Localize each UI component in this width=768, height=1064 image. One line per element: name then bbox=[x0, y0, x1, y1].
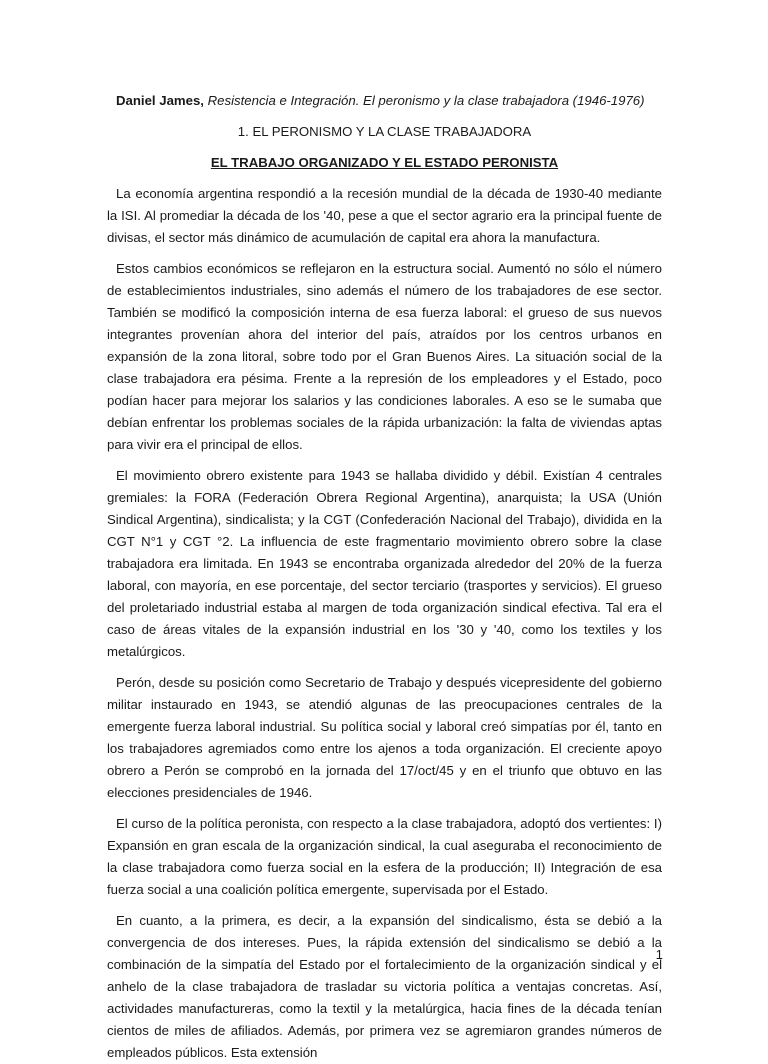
paragraph: El movimiento obrero existente para 1943 se hallaba dividido y débil. Existían 4 centrales gremiales: la FORA (Federación Obrera Regional Argentina), anarquista; la USA (Unión Sindical Argentina), sindicalista; y la CGT (Confederación Nacional del Trabajo), dividida en la CGT N°1 y CGT °2. La influencia de este fragmentario movimiento obrero sobre la clase trabajadora era limitada. En 1943 se encontraba organizada alrededor del 20% de la fuerza laboral, con mayoría, en ese porcentaje, del sector terciario (trasportes y servicios). El grueso del proletariado industrial estaba al margen de toda organización sindical efectiva. Tal era el caso de áreas vitales de la expansión industrial en los '30 y '40, como los textiles y los metalúrgicos. bbox=[107, 468, 662, 659]
chapter-title: 1. EL PERONISMO Y LA CLASE TRABAJADORA bbox=[237, 124, 532, 139]
work-title: Resistencia e Integración. El peronismo y la clase trabajadora (1946-1976) bbox=[207, 93, 645, 108]
section-title: EL TRABAJO ORGANIZADO Y EL ESTADO PERONISTA bbox=[210, 155, 559, 170]
paragraph: Perón, desde su posición como Secretario de Trabajo y después vicepresidente del gobierno militar instaurado en 1943, se atendió algunas de las preocupaciones centrales de la emergente fuerza laboral industrial. Su política social y laboral creó simpatías por él, tanto en los trabajadores agremiados como entre los ajenos a toda organización. El creciente apoyo obrero a Perón se comprobó en la jornada del 17/oct/45 y en el triunfo que obtuvo en las elecciones presidenciales de 1946. bbox=[107, 675, 662, 800]
author-name: Daniel James, bbox=[116, 93, 204, 108]
paragraph: La economía argentina respondió a la recesión mundial de la década de 1930-40 mediante la ISI. Al promediar la década de los '40, pese a que el sector agrario era la principal fuente de divisas, el sector más dinámico de acumulación de capital era ahora la manufactura. bbox=[107, 186, 662, 245]
document-header bbox=[107, 90, 662, 112]
page-number: 1 bbox=[655, 947, 663, 962]
paragraph: En cuanto, a la primera, es decir, a la expansión del sindicalismo, ésta se debió a la convergencia de dos intereses. Pues, la rápida extensión del sindicalismo se debió a la combinación de la simpatía del Estado por el fortalecimiento de la organización sindical y el anhelo de la clase trabajadora de trasladar su victoria política a ventajas concretas. Así, actividades manufactureras, como la textil y la metalúrgica, hacia fines de la década tenían cientos de miles de afiliados. Además, por primera vez se agremiaron grandes números de empleados públicos. Esta extensión bbox=[107, 913, 662, 1060]
paragraph: Estos cambios económicos se reflejaron en la estructura social. Aumentó no sólo el número de establecimientos industriales, sino además el número de los trabajadores de ese sector. También se modificó la composición interna de esa fuerza laboral: el grueso de sus nuevos integrantes provenían ahora del interior del país, atraídos por los centros urbanos en expansión de la zona litoral, sobre todo por el Gran Buenos Aires. La situación social de la clase trabajadora era pésima. Frente a la represión de los empleadores y el Estado, poco podían hacer para mejorar los salarios y las condiciones laborales. A eso se le sumaba que debían enfrentar los problemas sociales de la rápida urbanización: la falta de viviendas aptas para vivir era el principal de ellos. bbox=[107, 261, 662, 452]
paragraph: El curso de la política peronista, con respecto a la clase trabajadora, adoptó dos vertientes: I) Expansión en gran escala de la organización sindical, la cual aseguraba el reconocimiento de la clase trabajadora como fuerza social en la esfera de la producción; II) Integración de esa fuerza social a una coalición política emergente, supervisada por el Estado. bbox=[107, 816, 662, 897]
